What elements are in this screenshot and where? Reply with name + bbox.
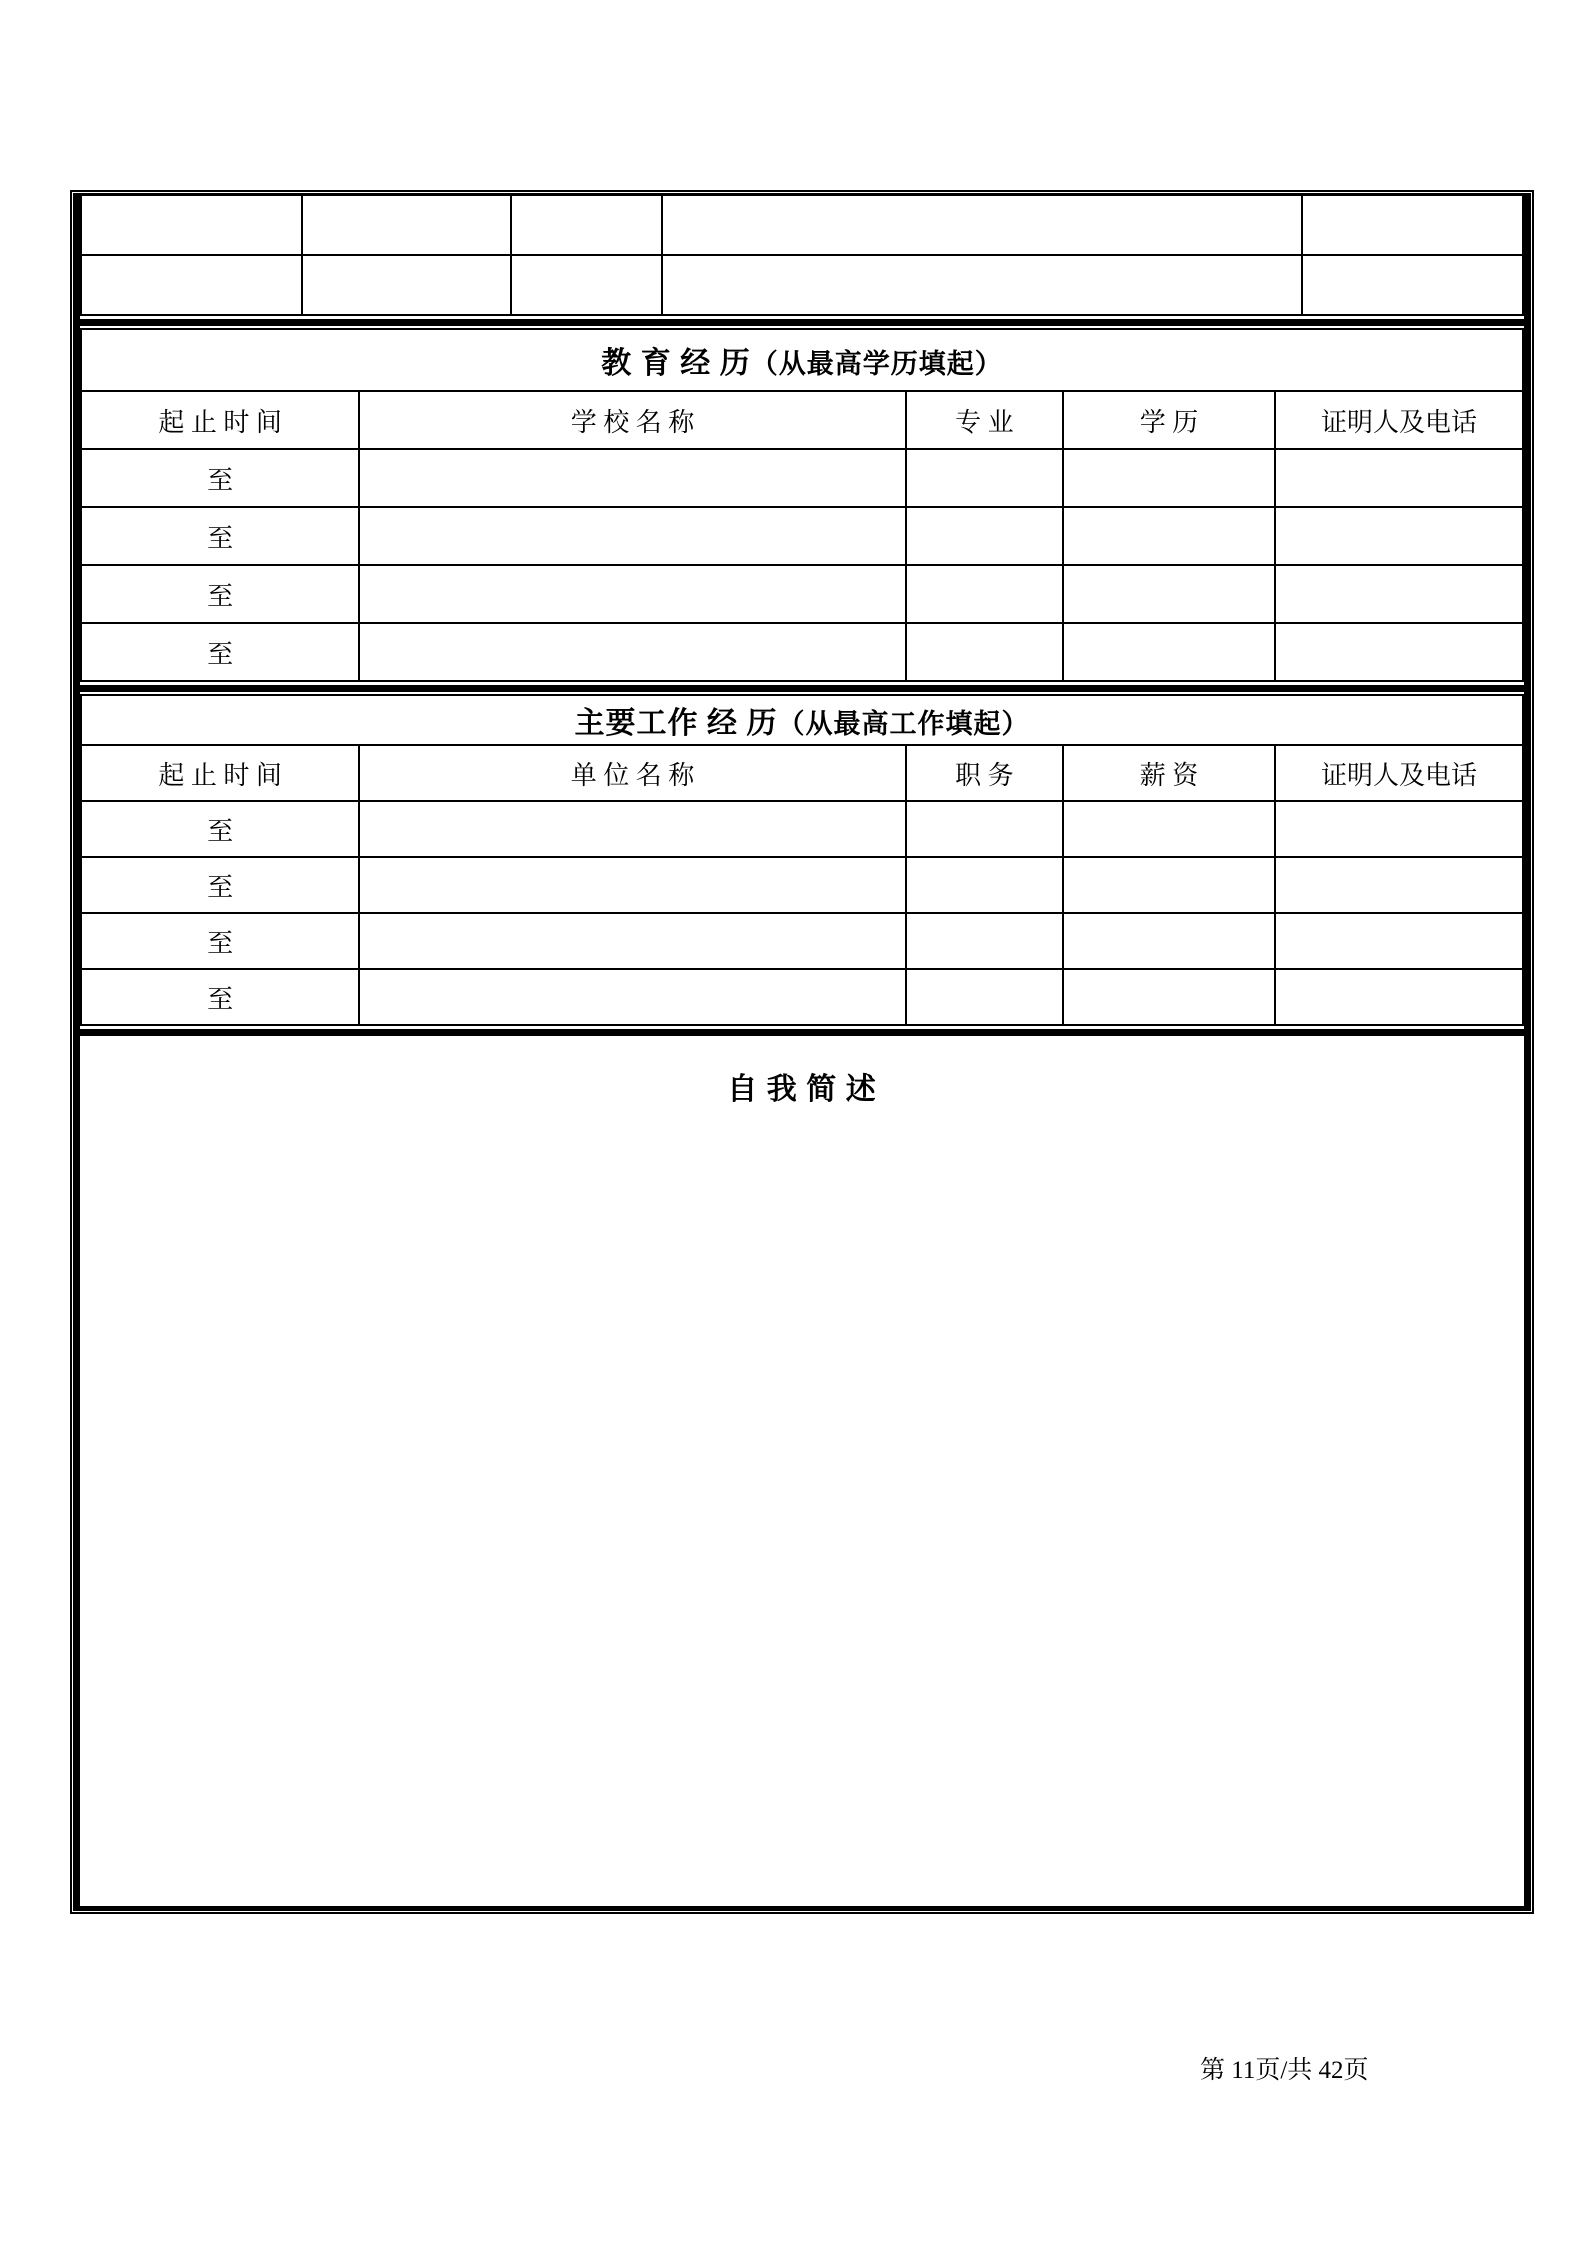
empty-cell — [359, 623, 906, 681]
empty-cell — [81, 195, 302, 255]
empty-cell — [662, 195, 1302, 255]
table-header-row — [81, 745, 1523, 801]
table-row — [81, 565, 1523, 623]
empty-cell — [906, 449, 1063, 507]
empty-cell — [1302, 255, 1523, 315]
section-title-text: 主要工作 经 历 — [574, 707, 778, 740]
table-header-row — [81, 391, 1523, 449]
section-divider — [80, 682, 1524, 694]
table-row — [81, 695, 1523, 745]
empty-cell — [906, 623, 1063, 681]
table-row — [81, 329, 1523, 391]
period-until-cell: 至 — [81, 969, 359, 1025]
empty-cell — [302, 255, 511, 315]
empty-cell — [906, 913, 1063, 969]
period-until-cell: 至 — [81, 623, 359, 681]
table-row — [81, 913, 1523, 969]
continued-table — [80, 194, 1524, 316]
table-row — [81, 195, 1523, 255]
period-until-cell: 至 — [81, 449, 359, 507]
period-until-cell: 至 — [81, 565, 359, 623]
column-header-major: 专 业 — [906, 391, 1063, 449]
empty-cell — [359, 801, 906, 857]
column-header-period: 起 止 时 间 — [81, 745, 359, 801]
page-number-indicator: 第 11页/共 42页 — [1200, 2057, 1369, 2084]
column-header-period: 起 止 时 间 — [81, 391, 359, 449]
period-until-cell: 至 — [81, 801, 359, 857]
empty-cell — [1275, 857, 1523, 913]
empty-cell — [1063, 449, 1275, 507]
empty-cell — [359, 913, 906, 969]
empty-cell — [359, 449, 906, 507]
empty-cell — [1063, 913, 1275, 969]
empty-cell — [81, 255, 302, 315]
empty-cell — [1063, 969, 1275, 1025]
empty-cell — [1302, 195, 1523, 255]
empty-cell — [511, 195, 662, 255]
form-inner-box — [73, 193, 1531, 1911]
empty-cell — [1063, 565, 1275, 623]
empty-cell — [1063, 857, 1275, 913]
self-summary-title: 自 我 简 述 — [727, 1073, 877, 1106]
column-header-degree: 学 历 — [1063, 391, 1275, 449]
empty-cell — [359, 507, 906, 565]
empty-cell — [511, 255, 662, 315]
column-header-reference: 证明人及电话 — [1275, 391, 1523, 449]
self-summary-section — [80, 1038, 1524, 1906]
table-row — [81, 255, 1523, 315]
empty-cell — [1275, 449, 1523, 507]
empty-cell — [302, 195, 511, 255]
empty-cell — [906, 565, 1063, 623]
work-section-title — [81, 695, 1523, 745]
section-divider — [80, 1026, 1524, 1038]
period-until-cell: 至 — [81, 857, 359, 913]
section-title-note: （从最高工作填起） — [777, 709, 1030, 739]
table-row — [81, 801, 1523, 857]
empty-cell — [1063, 507, 1275, 565]
table-row — [81, 623, 1523, 681]
empty-cell — [906, 801, 1063, 857]
column-header-reference: 证明人及电话 — [1275, 745, 1523, 801]
education-section-title — [81, 329, 1523, 391]
table-row — [81, 857, 1523, 913]
column-header-company: 单 位 名 称 — [359, 745, 906, 801]
section-divider — [80, 316, 1524, 328]
empty-cell — [1063, 623, 1275, 681]
empty-cell — [1063, 801, 1275, 857]
empty-cell — [1275, 913, 1523, 969]
column-header-position: 职 务 — [906, 745, 1063, 801]
period-until-cell: 至 — [81, 507, 359, 565]
empty-cell — [359, 565, 906, 623]
empty-cell — [662, 255, 1302, 315]
education-table — [80, 328, 1524, 682]
column-header-salary: 薪 资 — [1063, 745, 1275, 801]
empty-cell — [1275, 507, 1523, 565]
empty-cell — [906, 857, 1063, 913]
empty-cell — [906, 969, 1063, 1025]
empty-cell — [359, 857, 906, 913]
empty-cell — [1275, 801, 1523, 857]
table-row — [81, 969, 1523, 1025]
empty-cell — [1275, 623, 1523, 681]
work-table — [80, 694, 1524, 1026]
empty-cell — [1275, 969, 1523, 1025]
empty-cell — [1275, 565, 1523, 623]
table-row — [81, 507, 1523, 565]
column-header-school: 学 校 名 称 — [359, 391, 906, 449]
period-until-cell: 至 — [81, 913, 359, 969]
form-outer-box — [70, 190, 1534, 1914]
empty-cell — [906, 507, 1063, 565]
table-row — [81, 449, 1523, 507]
section-title-note: （从最高学历填起） — [750, 349, 1003, 379]
empty-cell — [359, 969, 906, 1025]
section-title-text: 教 育 经 历 — [601, 347, 751, 380]
